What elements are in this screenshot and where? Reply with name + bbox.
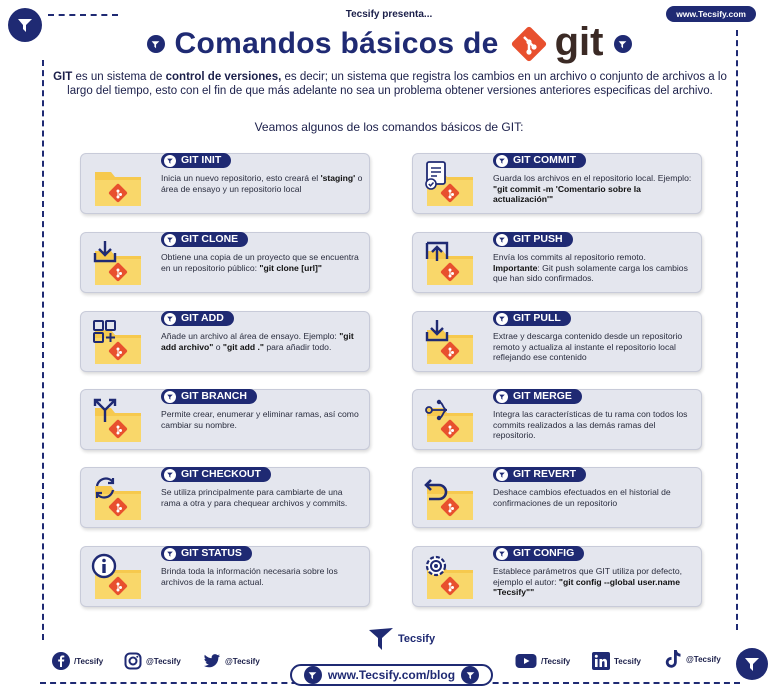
- tecsify-logo-icon: [164, 469, 176, 481]
- intro-bold-git: GIT: [53, 71, 73, 83]
- command-description: Brinda toda la información necesaria sobre los archivos de la rama actual.: [161, 566, 338, 587]
- footer-brand: [367, 626, 435, 652]
- command-title-text: GIT STATUS: [181, 547, 242, 559]
- tecsify-logo-icon: [164, 313, 176, 325]
- command-description: Inicia un nuevo repositorio, esto creará el 'staging' o área de ensayo y un repositorio local: [161, 173, 363, 194]
- command-title-text: GIT PUSH: [513, 233, 563, 245]
- git-logo: [509, 20, 604, 64]
- tecsify-logo-icon: [164, 234, 176, 246]
- download-icon: [89, 239, 149, 289]
- command-description: Integra las características de tu rama con todos los commits realizados a las demás ramas del repositorio.: [493, 409, 688, 440]
- youtube-handle: /Tecsify: [541, 656, 571, 666]
- command-description: Se utiliza principalmente para cambiarte de una rama a otra y para chequear archivos y commits.: [161, 487, 348, 508]
- linkedin-handle: Tecsify: [614, 656, 641, 666]
- title-text: Comandos básicos de: [174, 27, 499, 60]
- linkedin-link[interactable]: [592, 652, 641, 670]
- tecsify-logo-icon: [164, 548, 176, 560]
- intro-bold-control: control de versiones,: [165, 71, 282, 83]
- command-card-git-status: [80, 546, 370, 607]
- command-title: [161, 467, 271, 482]
- frame-left-dash: [42, 60, 44, 640]
- command-title: [161, 153, 231, 168]
- tecsify-logo-icon: [614, 35, 632, 53]
- facebook-link[interactable]: [52, 652, 103, 670]
- command-card-git-branch: [80, 389, 370, 450]
- tecsify-logo-icon: [164, 155, 176, 167]
- command-card-git-revert: [412, 467, 702, 528]
- command-description: Guarda los archivos en el repositorio local. Ejemplo: "git commit -m 'Comentario sobre la actualización'": [493, 173, 692, 204]
- command-title-text: GIT CONFIG: [513, 547, 575, 559]
- branch-arrows-icon: [89, 396, 149, 446]
- command-title: [493, 467, 586, 482]
- command-title: [161, 311, 234, 326]
- command-description: Obtiene una copia de un proyecto que se encuentra en un repositorio público: "git clone [url]": [161, 252, 359, 273]
- command-title-text: GIT COMMIT: [513, 154, 576, 166]
- facebook-icon: [52, 652, 70, 670]
- command-example: "git commit -m 'Comentario sobre la actualización'": [493, 183, 641, 204]
- gear-icon: [421, 553, 481, 603]
- command-title: [493, 546, 584, 561]
- twitter-link[interactable]: [203, 652, 260, 670]
- linkedin-icon: [592, 652, 610, 670]
- command-example: "git config --global user.name "Tecsify"": [493, 576, 680, 597]
- tecsify-logo-icon: [496, 234, 508, 246]
- pull-download-icon: [421, 318, 481, 368]
- command-card-git-pull: [412, 311, 702, 372]
- twitter-handle: @Tecsify: [225, 656, 260, 666]
- command-description: Establece parámetros que GIT utiliza por defecto, ejemplo el autor: "git config --global user.name "Tecsify"": [493, 566, 683, 597]
- command-card-git-clone: [80, 232, 370, 293]
- youtube-icon: [515, 652, 537, 670]
- intro-text: es un sistema de: [72, 71, 166, 83]
- command-card-git-merge: [412, 389, 702, 450]
- merge-icon: [421, 396, 481, 446]
- blog-url: www.Tecsify.com/blog: [327, 668, 456, 682]
- command-title: [493, 389, 582, 404]
- youtube-link[interactable]: [515, 652, 570, 670]
- command-card-git-commit: [412, 153, 702, 214]
- command-card-git-config: [412, 546, 702, 607]
- instagram-handle: @Tecsify: [146, 656, 181, 666]
- command-example: "git add archivo": [161, 331, 354, 352]
- tiktok-link[interactable]: [664, 650, 721, 668]
- upload-icon: [421, 239, 481, 289]
- tecsify-logo-icon: [304, 666, 322, 684]
- command-example: Importante: [493, 262, 538, 273]
- command-title-text: GIT REVERT: [513, 468, 577, 480]
- folder-git-icon: [89, 160, 149, 210]
- command-description: Permite crear, enumerar y eliminar ramas, así como cambiar su nombre.: [161, 409, 359, 430]
- command-card-git-add: [80, 311, 370, 372]
- sync-icon: [89, 474, 149, 524]
- command-description: Deshace cambios efectuados en el historial de confirmaciones de un repositorio: [493, 487, 671, 508]
- command-example: "git add .": [222, 341, 264, 352]
- command-title: [493, 232, 573, 247]
- tecsify-logo-icon: [496, 391, 508, 403]
- tiktok-icon: [664, 650, 682, 668]
- tecsify-logo-icon: [496, 155, 508, 167]
- intro-lead: Veamos algunos de los comandos básicos de GIT:: [254, 120, 524, 134]
- command-title-text: GIT INIT: [181, 154, 222, 166]
- command-title: [161, 232, 248, 247]
- intro-text: es decir; un sistema que registra los cambios en un archivo o conjunto de archivos a lo largo del tiempo, esto con el fin de que más adelante no sea un problema obtener versiones anteriores especificas del archivo.: [67, 71, 727, 97]
- command-title-text: GIT CHECKOUT: [181, 468, 261, 480]
- command-title: [161, 389, 257, 404]
- tecsify-logo-icon: [461, 666, 479, 684]
- footer: [0, 622, 778, 689]
- command-title-text: GIT CLONE: [181, 233, 239, 245]
- command-card-git-push: [412, 232, 702, 293]
- command-card-git-init: [80, 153, 370, 214]
- blog-link[interactable]: [290, 664, 493, 686]
- command-description: Extrae y descarga contenido desde un repositorio remoto y actualiza al instante el repositorio local reflejando ese contenido: [493, 331, 683, 362]
- tecsify-logo-icon: [164, 391, 176, 403]
- command-example: 'staging': [320, 173, 356, 183]
- undo-icon: [421, 474, 481, 524]
- git-diamond-icon: [509, 24, 549, 64]
- command-title-text: GIT BRANCH: [181, 390, 247, 402]
- page-title: [0, 20, 778, 64]
- command-title: [493, 153, 586, 168]
- tecsify-logo-icon: [367, 626, 395, 652]
- footer-brand-text: Tecsify: [398, 633, 436, 645]
- command-title: [161, 546, 252, 561]
- tecsify-logo-icon: [496, 313, 508, 325]
- tecsify-logo-icon: [147, 35, 165, 53]
- site-link[interactable]: www.Tecsify.com: [666, 6, 756, 22]
- command-card-git-checkout: [80, 467, 370, 528]
- command-title-text: GIT PULL: [513, 312, 561, 324]
- add-grid-icon: [89, 318, 149, 368]
- presenta-text: Tecsify presenta...: [345, 9, 433, 20]
- command-example: "git clone [url]": [259, 262, 322, 273]
- command-description: Envía los commits al repositorio remoto. Importante: Git push solamente carga los cambios que han sido confirmados.: [493, 252, 688, 283]
- tiktok-handle: @Tecsify: [686, 654, 721, 664]
- tecsify-logo-icon: [496, 469, 508, 481]
- document-check-icon: [421, 160, 481, 210]
- twitter-icon: [203, 652, 221, 670]
- instagram-icon: [124, 652, 142, 670]
- instagram-link[interactable]: [124, 652, 181, 670]
- info-icon: [89, 553, 149, 603]
- command-title-text: GIT MERGE: [513, 390, 572, 402]
- command-title: [493, 311, 571, 326]
- command-title-text: GIT ADD: [181, 312, 224, 324]
- intro-paragraph: [50, 70, 730, 98]
- git-word: git: [554, 20, 604, 64]
- tecsify-logo-icon: [496, 548, 508, 560]
- facebook-handle: /Tecsify: [74, 656, 104, 666]
- command-description: Añade un archivo al área de ensayo. Ejemplo: "git add archivo" o "git add ." para añadir todo.: [161, 331, 354, 352]
